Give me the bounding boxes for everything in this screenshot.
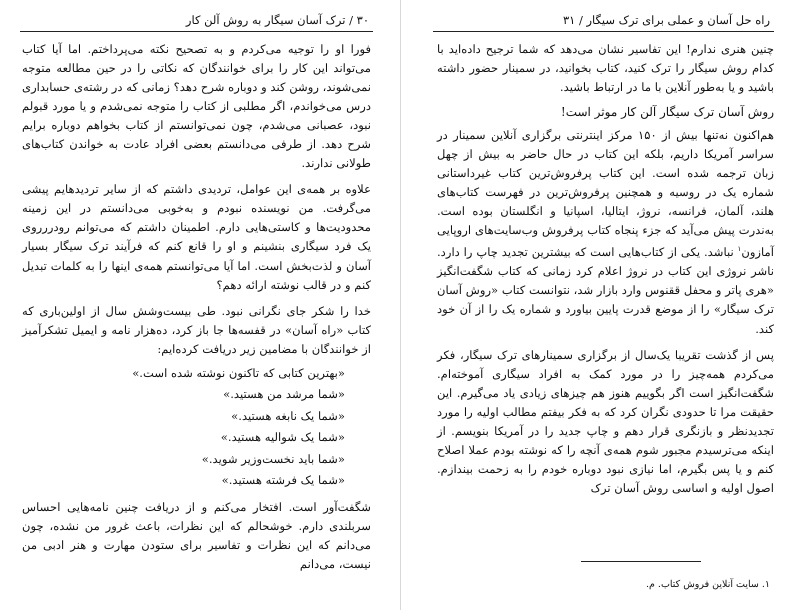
left-closing-paragraph: شگفت‌آور است. افتخار می‌کنم و از دریافت چنین نامه‌هایی احساس سربلندی دارم. خوشحالم که این نظرات، باعث غرور من نشده، چون می‌دانم که این نظرات و تفاسیر برای ستودن مهارت و هنر ادبی من نیست، می‌دانم [22,499,371,571]
left-head-rule [20,31,373,32]
testimonial-item: «شما مرشد من هستید.» [223,387,345,402]
testimonial-item: «شما باید نخست‌وزیر شوید.» [201,451,345,466]
right-head-rule [433,31,774,32]
left-paragraph-1: فورا او را توجیه می‌کردم و به تصحیح نکته می‌پرداختم. اما آیا کتاب می‌تواند این کار را برای خوانندگان که نکاتی را در حین مطالعه متوجه نمی‌شوند، روشن کند و دوباره شرح دهد؟ زمانی که در رشته‌ی حسابداری درس می‌خواندم، اگر مطلبی از کتاب را متوجه نمی‌شدم و یا مورد قبولم نبود، عصبانی می‌شدم، چون نمی‌توانستم از کتاب بخواهم دوباره برایم شرح دهد. از طرفی می‌دانستم بعضی افراد عادت به خواندن کتاب‌های طولانی ندارند. [22,42,371,171]
footnote-rule [581,561,701,562]
testimonial-item: «شما یک نابغه هستید.» [231,408,345,423]
right-page-body [437,40,774,498]
section-heading: روش آسان ترک سیگار آلن کار موثر است! [560,105,774,120]
testimonial-item: «بهترین کتابی که تاکنون نوشته شده است.» [132,365,345,380]
left-running-head: ۳۰ / ترک آسان سیگار به روش آلن کار [185,13,369,27]
footnote: ۱. سایت آنلاین فروش کتاب. م. [646,579,770,590]
footnote-marker: ۱ [737,245,742,254]
right-paragraph-1-text: هم‌اکنون نه‌تنها بیش از ۱۵۰ مرکز اینترنتی برگزاری آنلاین سمینار در سراسر آمریکا داریم، بلکه این کتاب در حال حاضر به بیش از چهل زبان ترجمه شده است. این کتاب پرفروش‌ترین کتاب غیرداستانی شماره یک در روسیه و همچنین پرفروش‌ترین در فهرست کتاب‌های هلند، آلمان، فرانسه، نروژ، ایتالیا، اسپانیا و انگلستان بوده است. به‌ندرت پیش می‌آید که جزء پنجاه کتاب پرفروش وب‌سایت‌های اروپایی آمازون [437,128,774,260]
left-paragraph-3: خدا را شکر جای نگرانی نبود. طی بیست‌وشش سال از اولین‌باری که کتاب «راه آسان» در قفسه‌ها جا باز کرد، ده‌هزار نامه و ایمیل تشکرآمیز از خوانندگان با مضامین زیر دریافت کرده‌ایم: [22,303,371,356]
testimonial-item: «شما یک شوالیه هستید.» [220,430,345,445]
testimonial-list [22,363,371,492]
right-paragraph-1-rest: نباشد. یکی از کتاب‌هایی است که بیشترین تجدید چاپ را دارد. ناشر نروژی این کتاب در نروژ اعلام کرد زمانی که کتاب شگفت‌انگیز «هری پاتر و محفل ققنوس وارد بازار شد، نتوانست کتاب «روش آسان ترک سیگار» را از موضع قدرت پایین بیاورد و شماره یک را از آن خود کند. [437,245,774,336]
left-paragraph-2: علاوه بر همه‌ی این عوامل، تردیدی داشتم که از سایر تردیدهایم پیشی می‌گرفت. من نویسنده نبودم و به‌خوبی می‌دانستم در این زمینه محدودیت‌ها و کاستی‌هایی دارم. اطمینان داشتم که می‌توانم رودررروی یک فرد سیگاری بنشینم و او را قانع کنم که فرآیند ترک سیگار بسیار آسان و لذت‌بخش است. اما آیا می‌توانستم همه‌ی اینها را به کلمات تبدیل کنم و در قالب نوشته ارائه دهم؟ [22,182,371,292]
testimonial-item: «شما یک فرشته هستید.» [221,473,345,488]
right-intro-paragraph: چنین هنری ندارم! این تفاسیر نشان می‌دهد که شما ترجیح داده‌اید با کدام روش سیگار را ترک کنید، کتاب بخوانید، در سمینار حضور داشته باشید و یا به‌طور آنلاین با ما در ارتباط باشید. [437,42,774,95]
right-page [401,0,802,610]
right-paragraph-1 [437,126,774,338]
right-running-head: راه حل آسان و عملی برای ترک سیگار / ۳۱ [562,13,770,27]
right-paragraph-2: پس از گذشت تقریبا یک‌سال از برگزاری سمینارهای ترک سیگار، فکر می‌کردم همه‌چیز را در مورد کمک به افراد سیگاری آموخته‌ام. شگفت‌انگیز است اگر بگوییم هنوز هم چیزهای زیادی یاد می‌گیرم. این حقیقت مرا تا حدودی نگران کرد که به فکر بیفتم مطالب اولیه را مورد تجدیدنظر و بازنگری قرار دهم و چاپ جدید را در آمریکا بنویسم. از اینکه می‌ترسیدم مجبور شوم همه‌ی آنچه را که نوشته بودم عملا اصلاح کنم و یا پس بگیرم، اما نیازی نبود دوباره خودم را به زحمت بیندازم. اصول اولیه و اساسی روش آسان ترک [437,347,774,495]
left-page-body [22,40,371,574]
